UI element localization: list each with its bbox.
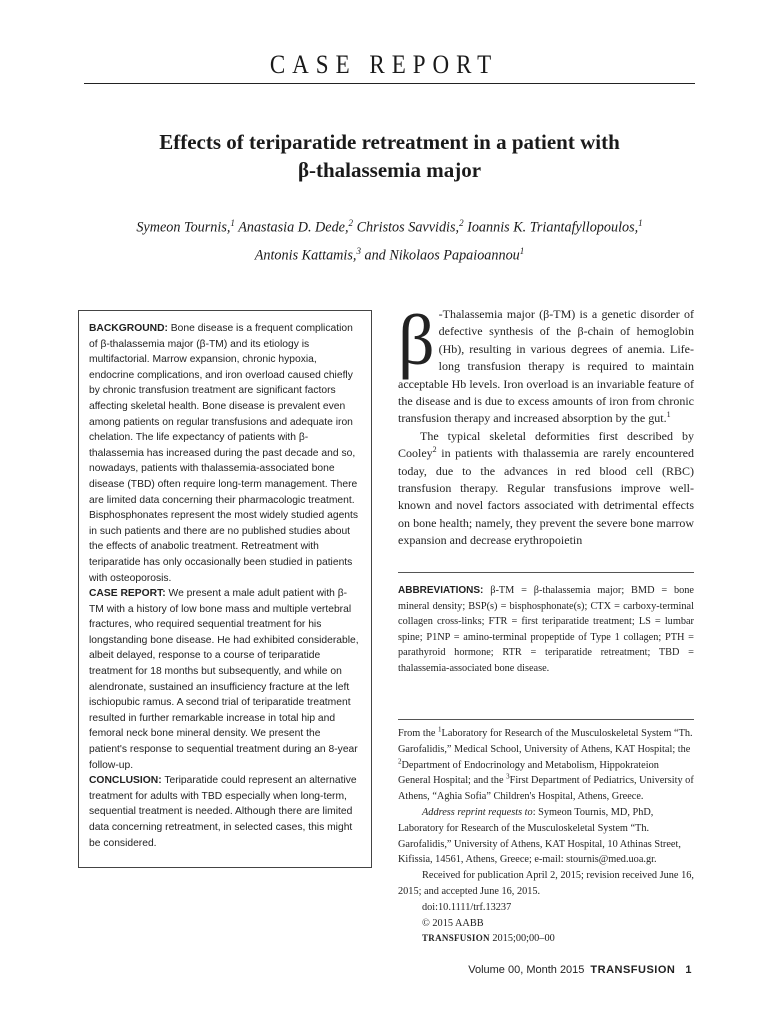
abstract-background xyxy=(89,321,361,586)
abstract-conclusion-label: CONCLUSION: xyxy=(89,775,162,787)
affil-ref: 1 xyxy=(438,725,442,734)
author: Symeon Tournis, xyxy=(136,219,231,236)
citation-text: 2015;00;00–00 xyxy=(489,933,555,945)
affiliation-text xyxy=(398,726,694,805)
abstract-conclusion-text: Teriparatide could represent an alternative treatment for adults with TBD especially when long-term, sequential treatment is needed. Although there are limited data concerning retreatment, in selected cases, this might be considered. xyxy=(89,775,357,849)
received-dates: Received for publication April 2, 2015; revision received June 16, 2015; and accepted June 16, 2015. xyxy=(398,870,694,897)
author-affil-ref: 2 xyxy=(459,218,464,228)
author-affil-ref: 1 xyxy=(230,218,235,228)
abstract-background-label: BACKGROUND: xyxy=(89,323,168,334)
body-p2-text-a: The typical skeletal deformities first described by Cooley xyxy=(398,428,694,461)
article-title xyxy=(84,128,695,184)
authors-line-2 xyxy=(84,240,695,268)
abstract-case-text: We present a male adult patient with β-TM with a history of low bone mass and multiple vertebral fractures, who required sequential treatment for his longstanding bone disease. He had exhibited considerable, albeit delayed, response to a course of teriparatide treatment for 18 months but subsequently, and while on alendronate, sustained an insufficiency fracture at the left ischiopubic ramus. A second trial of teriparatide treatment resulted in further remarkable increase in total hip and femoral neck bone mineral density. We present the patient's response to sequential treatment during an 8-year follow-up. xyxy=(89,588,359,771)
body-p1-text: -Thalassemia major (β-TM) is a genetic disorder of defective synthesis of the β-chain of hemoglobin (Hb), resulting in various degrees of anemia. Life-long transfusion therapy is required to maintain acceptable Hb levels. Iron overload is an invariable feature of the disease and is due to excess amounts of iron from chronic transfusion therapy and increased absorption by the gut. xyxy=(398,307,694,426)
author: Christos Savvidis, xyxy=(353,219,460,236)
affil-part: Laboratory for Research of the Musculoskeletal System “Th. Garofalidis,” Medical School, University of Athens, KAT Hospital; the xyxy=(398,728,693,755)
abbreviations-label: ABBREVIATIONS: xyxy=(398,585,484,596)
abstract-case-label: CASE REPORT: xyxy=(89,588,166,600)
author: Antonis Kattamis, xyxy=(254,247,357,264)
abstract-conclusion xyxy=(89,773,361,851)
author: Anastasia D. Dede, xyxy=(234,219,349,236)
author-affil-ref: 1 xyxy=(519,245,525,256)
abstract-box xyxy=(78,310,372,868)
abstract-background-text: Bone disease is a frequent complication of β-thalassemia major (β-TM) and its etiology is multifactorial. Marrow expansion, chronic hypoxia, endocrine complications, and iron overload caused chiefly by chronic transfusion treatment are significant factors affecting skeletal health. Bone disease is prevalent even among patients on regular transfusions and adequate iron chelation. The life expectancy of patients with β-thalassemia has increased during the past decade and so, nowadays, patients with thalassemia-associated bone disease (TBD) often require long-term management. There are limited data concerning their pharmacologic treatment. Bisphosphonates represent the most widely studied agents in such patients and there are no published studies about the effects of anabolic treatment. Retreatment with teriparatide has only occasionally been studied in patients with osteoporosis. xyxy=(89,323,359,584)
footer-volume: Volume 00, Month 2015 xyxy=(468,964,585,976)
authors-line-1 xyxy=(84,212,695,240)
citation-ref: 2 xyxy=(432,445,437,455)
affil-part: First Department of Pediatrics, University of Athens, “Aghia Sofia” Children's Hospital, Athens, Greece. xyxy=(398,775,694,803)
footer-page-number: 1 xyxy=(685,964,692,976)
body-paragraph-1 xyxy=(398,300,694,428)
citation-journal: TRANSFUSION xyxy=(422,933,490,944)
author: and Nikolaos Papaioannou xyxy=(360,247,520,264)
body-column xyxy=(398,300,694,550)
abbreviations-bottom-rule xyxy=(398,719,694,720)
abbreviations-text: β-TM = β-thalassemia major; BMD = bone mineral density; BSP(s) = bisphosphonate(s); CTX = carboxy-terminal collagen cross-links; FTR = first teriparatide treatment; LS = lumbar spine; P1NP = amino-terminal propeptide of Type 1 collagen; PTH = parathyroid hormone; RTR = teriparatide retreatment; TBD = thalassemia-associated bone disease. xyxy=(398,585,694,674)
abbreviations-block xyxy=(398,583,694,677)
author-affil-ref: 3 xyxy=(356,245,361,256)
abbreviations-top-rule xyxy=(398,572,694,573)
author-affil-ref: 1 xyxy=(638,218,643,228)
title-line-2: β-thalassemia major xyxy=(297,158,482,182)
affil-ref: 3 xyxy=(506,772,510,781)
reprint-label: Address reprint requests to xyxy=(422,806,533,818)
affil-part: From the xyxy=(398,728,439,739)
drop-cap: β xyxy=(398,300,435,380)
affil-ref: 2 xyxy=(398,757,402,766)
footer-journal: TRANSFUSION xyxy=(590,964,676,976)
doi-link[interactable]: doi:10.1111/trf.13237 xyxy=(422,901,512,913)
header-rule xyxy=(84,83,695,84)
affil-part: Department of Endocrinology and Metabolism, Hippokrateion General Hospital; and the xyxy=(398,759,659,787)
affiliations-block xyxy=(398,726,694,947)
abstract-case-report xyxy=(89,586,361,773)
title-line-1: Effects of teriparatide retreatment in a patient with xyxy=(159,130,620,154)
section-label: CASE REPORT xyxy=(269,50,499,79)
body-p2-text-b: in patients with thalassemia are rarely encountered today, due to the advances in red blood cell (RBC) transfusion therapy. Regular transfusions improve well-known and novel factors associated with detrimental effects on bone health; namely, they prevent the severe bone marrow expansion and decrease erythropoietin xyxy=(398,446,694,548)
copyright: © 2015 AABB xyxy=(422,917,484,929)
author: Ioannis K. Triantafyllopoulos, xyxy=(463,219,639,236)
reprint-text: : Symeon Tournis, MD, PhD, Laboratory for Research of the Musculoskeletal System “Th. Garofalidis,” University of Athens, KAT Hospital, 10 Athinas Street, Kifissia, 14561, Athens, Greece; e-mail: stournis@med.uoa.gr. xyxy=(398,806,681,866)
page-footer xyxy=(468,964,692,976)
citation-ref: 1 xyxy=(666,410,671,420)
author-affil-ref: 2 xyxy=(348,218,354,228)
author-list xyxy=(84,212,695,267)
body-paragraph-2 xyxy=(398,428,694,550)
reprint-request xyxy=(398,805,694,868)
journal-citation xyxy=(398,931,694,947)
